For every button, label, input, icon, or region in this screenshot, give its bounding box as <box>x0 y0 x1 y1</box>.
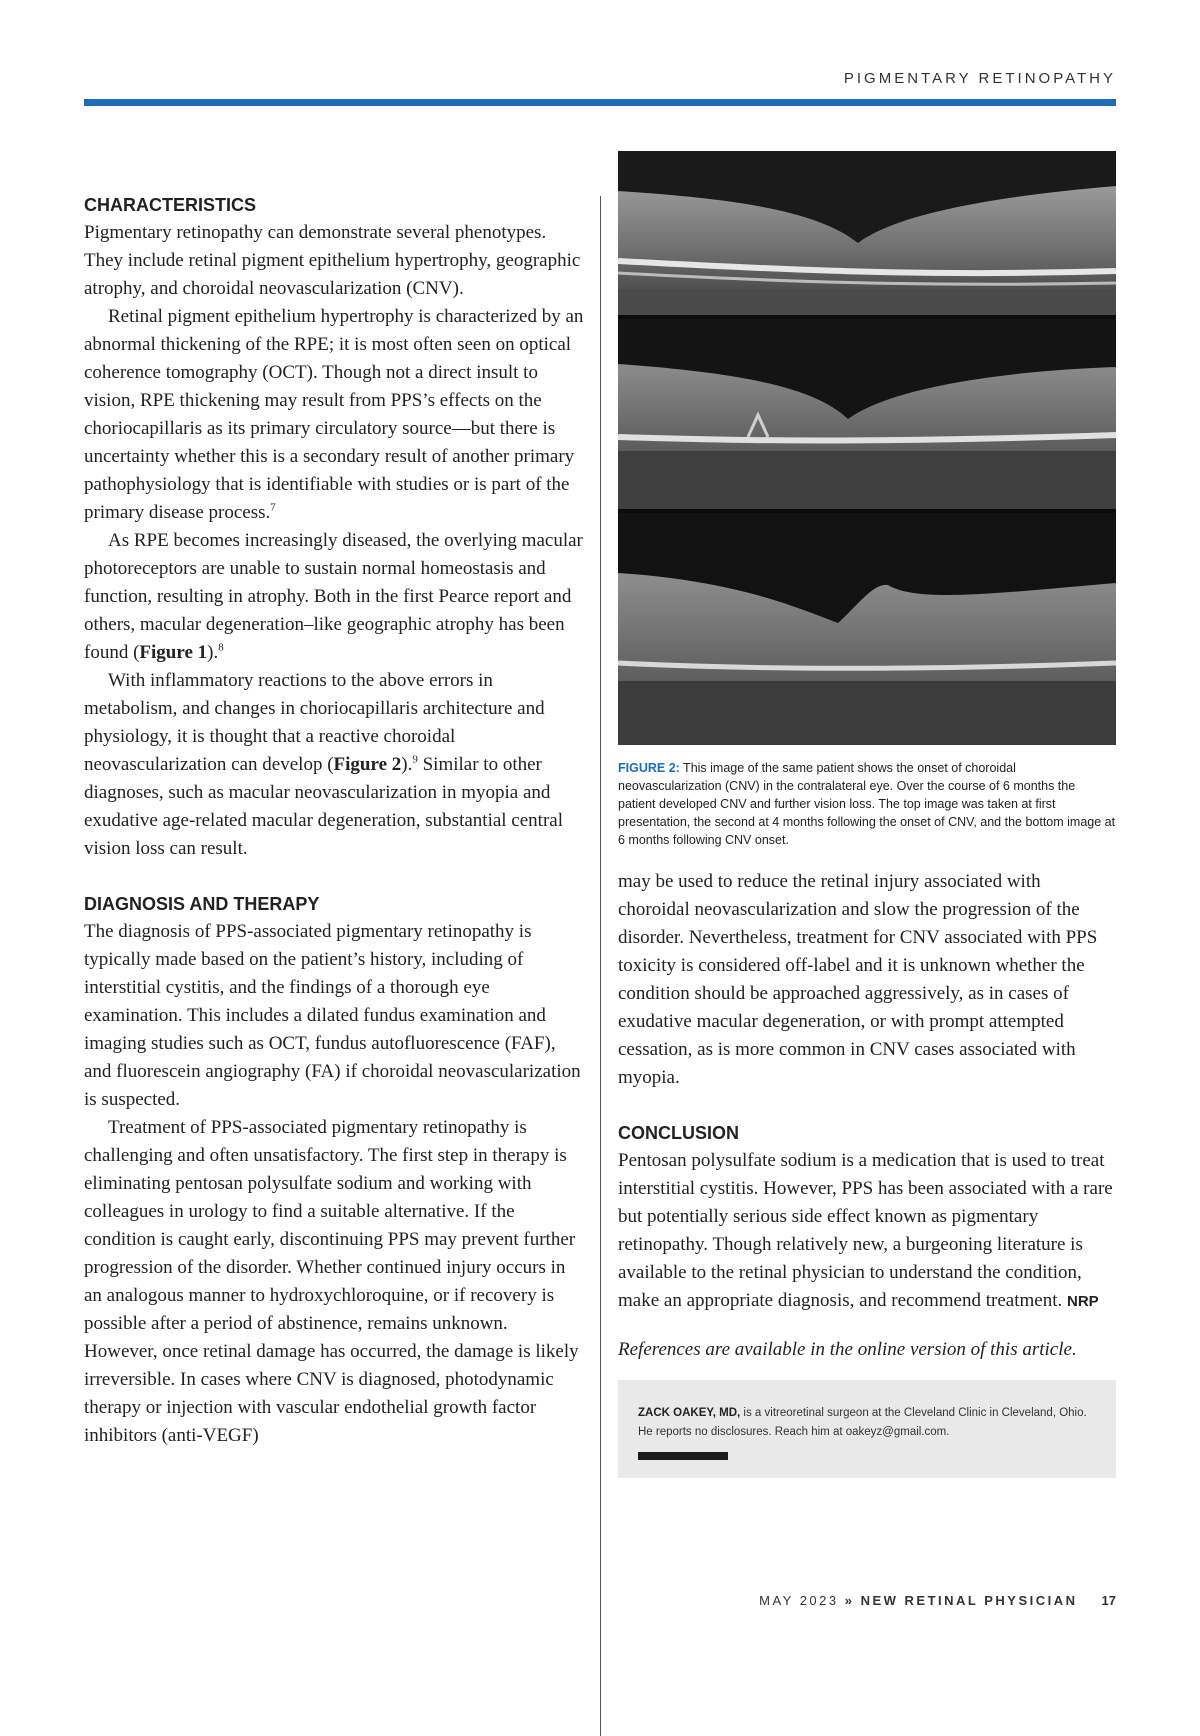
paragraph-text: ). <box>401 754 413 775</box>
paragraph-rpe-hypertrophy <box>84 303 584 527</box>
paragraph-treatment: Treatment of PPS-associated pigmentary retinopathy is challenging and often unsatisfactory. The first step in therapy is eliminating pentosan polysulfate sodium and working with colleagues in urology to find a suitable alternative. If the condition is caught early, discontinuing PPS may prevent further progression of the disorder. Whether continued injury occurs in an analogous manner to hydroxychloroquine, or if recovery is possible after a period of abstinence, remains unknown. However, once retinal damage has occurred, the damage is likely irreversible. In cases where CNV is diagnosed, photodynamic therapy or injection with vascular endothelial growth factor inhibitors (anti-VEGF) <box>84 1117 579 1446</box>
paragraph-conclusion <box>618 1147 1116 1316</box>
paragraph-cnv <box>84 667 584 863</box>
figure-1-reference: Figure 1 <box>139 642 208 663</box>
paragraph-text: Pentosan polysulfate sodium is a medication that is used to treat interstitial cystitis. However, PPS has been associated with a rare but potentially serious side effect known as pigmentary retinopathy. Though relatively new, a burgeoning literature is available to the retinal physician to understand the condition, make an appropriate diagnosis, and recommend treatment. <box>618 1150 1113 1311</box>
figure-2 <box>618 151 1116 849</box>
page-number: 17 <box>1101 1593 1116 1608</box>
heading-characteristics: CHARACTERISTICS <box>84 195 257 215</box>
nrp-end-mark: NRP <box>1066 1293 1099 1310</box>
footer-separator: » <box>844 1593 855 1608</box>
reference-marker: 8 <box>218 641 224 654</box>
oct-scan-bottom <box>618 513 1116 745</box>
paragraph-atrophy <box>84 527 584 667</box>
oct-scan-top <box>618 151 1116 315</box>
author-bio-box <box>618 1380 1116 1478</box>
figure-caption-text: This image of the same patient shows the onset of choroidal neovascularization (CNV) in the contralateral eye. Over the course of 6 months the patient developed CNV and further vision loss. The top image was taken at first presentation, the second at 4 months following the onset of CNV, and the bottom image at 6 months following CNV onset. <box>618 761 1116 847</box>
oct-scan-middle <box>618 319 1116 509</box>
paragraph-text: With inflammatory reactions to the above errors in metabolism, and changes in choriocapillaris architecture and physiology, it is thought that a reactive choroidal neovascularization can develop ( <box>84 670 545 775</box>
author-bio-text: is a vitreoretinal surgeon at the Cleveland Clinic in Cleveland, Ohio. He reports no disclosures. Reach him at oakeyz@gmail.com. <box>638 1407 1087 1438</box>
author-name: ZACK OAKEY, MD, <box>638 1407 741 1419</box>
paragraph-continued: may be used to reduce the retinal injury associated with choroidal neovascularization and slow the progression of the disorder. Nevertheless, treatment for CNV associated with PPS toxicity is considered off-label and it is unknown whether the condition should be approached aggressively, as in cases of exudative macular degeneration, or with prompt attempted cessation, as is more common in CNV cases associated with myopia. <box>618 871 1098 1088</box>
author-bio <box>638 1404 1094 1442</box>
heading-diagnosis-therapy: DIAGNOSIS AND THERAPY <box>84 894 320 914</box>
paragraph-text: Similar to other diagnoses, such as macular neovascularization in myopia and exudative age-related macular degeneration, substantial central vision loss can result. <box>84 754 563 859</box>
figure-2-reference: Figure 2 <box>333 754 402 775</box>
paragraph-text: Retinal pigment epithelium hypertrophy is characterized by an abnormal thickening of the RPE; it is most often seen on optical coherence tomography (OCT). Though not a direct insult to vision, RPE thickening may result from PPS’s effects on the choriocapillaris as its primary circulatory source—but there is uncertainty whether this is a secondary result of another primary pathophysiology that is identifiable with studies or is part of the primary disease process. <box>84 306 584 523</box>
left-column <box>84 194 584 1450</box>
running-head: PIGMENTARY RETINOPATHY <box>843 70 1116 87</box>
oct-image-stack <box>618 151 1116 745</box>
page-footer <box>759 1593 1116 1608</box>
paragraph-phenotypes: Pigmentary retinopathy can demonstrate several phenotypes. They include retinal pigment epithelium hypertrophy, geographic atrophy, and choroidal neovascularization (CNV). <box>84 222 581 299</box>
figure-caption-label: FIGURE 2: <box>618 761 680 775</box>
reference-marker: 9 <box>412 753 418 766</box>
references-note: References are available in the online version of this article. <box>618 1339 1077 1360</box>
paragraph-text: ). <box>207 642 219 663</box>
bio-end-bar <box>638 1452 728 1460</box>
footer-date: MAY 2023 <box>759 1593 845 1608</box>
figure-caption <box>618 759 1116 849</box>
reference-marker: 7 <box>270 501 276 514</box>
header-rule <box>84 99 1116 106</box>
right-column <box>618 868 1116 1478</box>
paragraph-diagnosis: The diagnosis of PPS-associated pigmentary retinopathy is typically made based on the patient’s history, including of interstitial cystitis, and the findings of a thorough eye examination. This includes a dilated fundus examination and imaging studies such as OCT, fundus autofluorescence (FAF), and fluorescein angiography (FA) if choroidal neovascularization is suspected. <box>84 921 581 1110</box>
paragraph-text: As RPE becomes increasingly diseased, the overlying macular photoreceptors are unable to sustain normal homeostasis and function, resulting in atrophy. Both in the first Pearce report and others, macular degeneration–like geographic atrophy has been found ( <box>84 530 583 663</box>
footer-publication: NEW RETINAL PHYSICIAN <box>854 1593 1078 1608</box>
column-divider <box>600 196 601 1736</box>
heading-conclusion: CONCLUSION <box>618 1123 739 1143</box>
